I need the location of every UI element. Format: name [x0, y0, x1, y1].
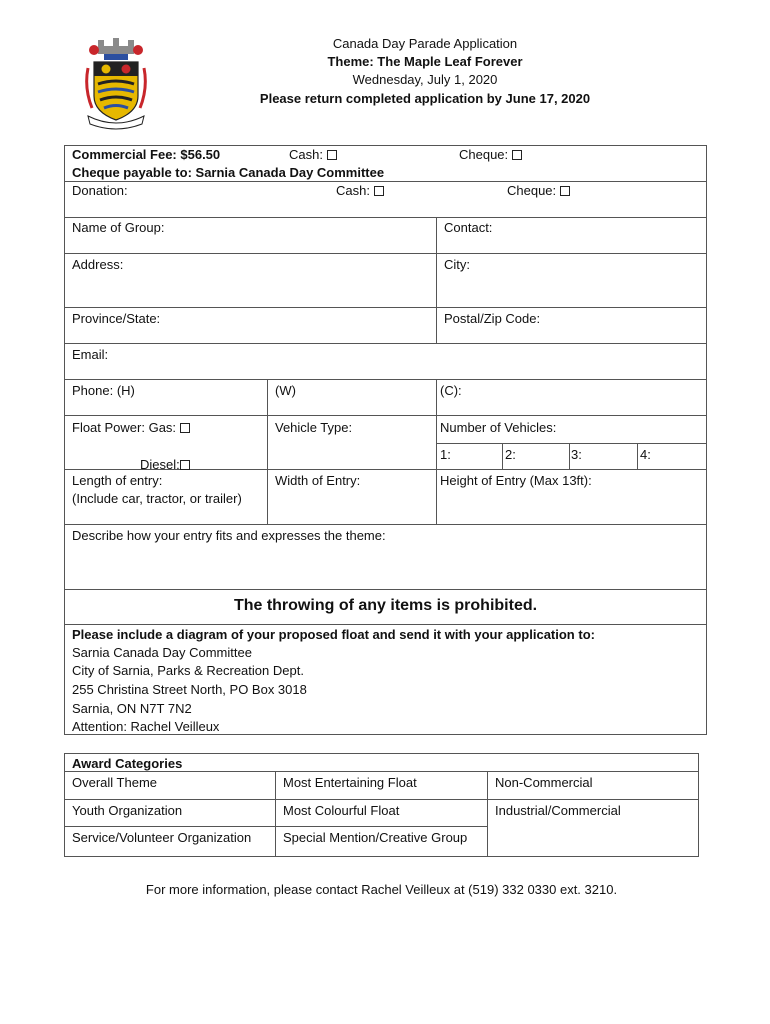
diesel-label: Diesel: [140, 457, 180, 472]
award-cell: Overall Theme [72, 775, 158, 790]
cheque-payable-note: Cheque payable to: Sarnia Canada Day Committee [72, 165, 385, 180]
float-power-gas-label: Float Power: Gas: [72, 420, 177, 435]
fee-cash-option[interactable] [289, 147, 337, 163]
form-theme: Theme: The Maple Leaf Forever [327, 54, 523, 69]
sarnia-crest-logo [84, 38, 148, 132]
phone-work-field[interactable]: (W) [275, 383, 296, 398]
award-cell: Non-Commercial [495, 775, 593, 790]
vehicle-2-field[interactable]: 2: [505, 447, 516, 462]
crown-icon [89, 38, 143, 60]
vehicle-3-field[interactable]: 3: [571, 447, 582, 462]
divider [64, 379, 707, 380]
mail-line: City of Sarnia, Parks & Recreation Dept. [72, 663, 304, 678]
mail-line: Sarnia, ON N7T 7N2 [72, 701, 192, 716]
divider [502, 443, 503, 469]
parade-date: Wednesday, July 1, 2020 [352, 72, 498, 87]
mail-line: Sarnia Canada Day Committee [72, 645, 252, 660]
form-title: Canada Day Parade Application [332, 36, 518, 51]
float-power-gas-option[interactable] [72, 420, 190, 436]
divider [64, 799, 699, 800]
diagram-instruction: Please include a diagram of your proposed float and send it with your application to: [72, 627, 595, 642]
award-cell: Most Colourful Float [283, 803, 400, 818]
divider [64, 307, 707, 308]
city-field[interactable]: City: [444, 257, 470, 272]
divider [275, 771, 276, 857]
divider [436, 217, 437, 343]
divider [267, 379, 268, 524]
donation-cash-label: Cash: [336, 183, 370, 198]
divider [637, 443, 638, 469]
divider [64, 415, 707, 416]
award-cell: Service/Volunteer Organization [72, 830, 252, 845]
divider [64, 217, 707, 218]
divider [64, 253, 707, 254]
diesel-option[interactable] [140, 457, 190, 473]
length-of-entry-field[interactable]: Length of entry: [72, 473, 163, 488]
contact-field[interactable]: Contact: [444, 220, 493, 235]
phone-home-field[interactable]: Phone: (H) [72, 383, 135, 398]
award-cell: Youth Organization [72, 803, 183, 818]
divider [64, 181, 707, 182]
return-deadline: Please return completed application by June 17, 2020 [259, 91, 591, 106]
donation-label: Donation: [72, 183, 128, 198]
fee-cheque-checkbox[interactable] [512, 150, 522, 160]
divider [64, 343, 707, 344]
height-of-entry-field[interactable]: Height of Entry (Max 13ft): [440, 473, 592, 488]
fee-cash-label: Cash: [289, 147, 323, 162]
donation-cheque-checkbox[interactable] [560, 186, 570, 196]
divider [64, 589, 707, 590]
fee-cash-checkbox[interactable] [327, 150, 337, 160]
length-of-entry-note: (Include car, tractor, or trailer) [72, 491, 242, 506]
award-cell: Industrial/Commercial [495, 803, 621, 818]
divider [64, 524, 707, 525]
divider [487, 771, 488, 857]
award-categories-title: Award Categories [72, 756, 183, 771]
mail-line: Attention: Rachel Veilleux [72, 719, 220, 733]
gas-checkbox[interactable] [180, 423, 190, 433]
province-field[interactable]: Province/State: [72, 311, 161, 326]
theme-description-field[interactable]: Describe how your entry fits and expresses the theme: [72, 528, 386, 543]
vehicle-type-field[interactable]: Vehicle Type: [275, 420, 353, 435]
mail-line: 255 Christina Street North, PO Box 3018 [72, 682, 307, 697]
fee-cheque-option[interactable] [459, 147, 522, 163]
divider [569, 443, 570, 469]
donation-cheque-label: Cheque: [507, 183, 557, 198]
divider [436, 379, 437, 524]
phone-cell-field[interactable]: (C): [440, 383, 462, 398]
number-of-vehicles-label: Number of Vehicles: [440, 420, 557, 435]
name-of-group-field[interactable]: Name of Group: [72, 220, 165, 235]
width-of-entry-field[interactable]: Width of Entry: [275, 473, 361, 488]
donation-cheque-option[interactable] [507, 183, 570, 199]
prohibited-notice: The throwing of any items is prohibited. [233, 597, 538, 614]
donation-cash-checkbox[interactable] [374, 186, 384, 196]
award-cell: Special Mention/Creative Group [283, 830, 468, 845]
vehicle-4-field[interactable]: 4: [640, 447, 651, 462]
divider [64, 624, 707, 625]
award-cell: Most Entertaining Float [283, 775, 417, 790]
postal-code-field[interactable]: Postal/Zip Code: [444, 311, 541, 326]
divider [436, 443, 707, 444]
commercial-fee: Commercial Fee: $56.50 [72, 147, 221, 162]
donation-cash-option[interactable] [336, 183, 384, 199]
email-field[interactable]: Email: [72, 347, 109, 362]
address-field[interactable]: Address: [72, 257, 124, 272]
contact-footer: For more information, please contact Rachel Veilleux at (519) 332 0330 ext. 3210. [145, 882, 618, 897]
fee-cheque-label: Cheque: [459, 147, 509, 162]
diesel-checkbox[interactable] [180, 460, 190, 470]
vehicle-1-field[interactable]: 1: [440, 447, 451, 462]
